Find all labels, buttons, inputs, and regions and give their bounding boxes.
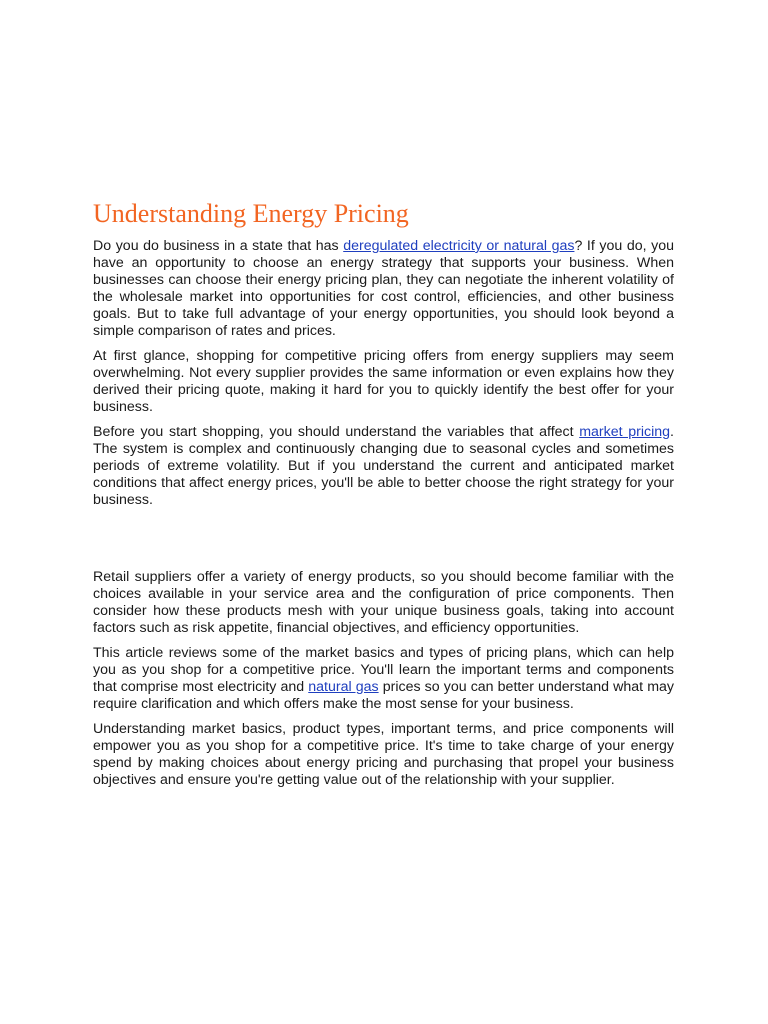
paragraph-first-glance: At first glance, shopping for competitive pricing offers from energy suppliers may seem overwhelming. Not every supplier provides the same information or even explains how they derived their pricing quote, making it hard for you to quickly identify the best offer for your business. — [93, 348, 674, 415]
article-title: Understanding Energy Pricing — [93, 199, 409, 228]
section-spacer — [93, 517, 674, 569]
paragraph-text: ? If you do, you have an opportunity to choose an energy strategy that supports your business. When businesses can choose their energy pricing plan, they can negotiate the inherent volatility of the wholesale market into opportunities for cost control, efficiencies, and other business goals. But to take full advantage of your energy opportunities, you should look beyond a simple comparison of rates and prices. — [93, 238, 674, 339]
paragraph-before-shopping — [93, 424, 674, 509]
paragraph-text: prices so you can better understand what may require clarification and which offers make the most sense for your business. — [93, 679, 675, 712]
paragraph-text: Before you start shopping, you should understand the variables that affect — [93, 424, 580, 440]
paragraph-intro — [93, 238, 674, 340]
paragraph-retail-suppliers: Retail suppliers offer a variety of energy products, so you should become familiar with the choices available in your service area and the configuration of price components. Then consider how these products mesh with your unique business goals, taking into account factors such as risk appetite, financial objectives, and efficiency opportunities. — [93, 569, 674, 636]
paragraph-article-overview — [93, 645, 674, 713]
deregulated-energy-link[interactable]: deregulated electricity or natural gas — [343, 238, 575, 254]
paragraph-conclusion: Understanding market basics, product types, important terms, and price components will empower you as you shop for a competitive price. It's time to take charge of your energy spend by making choices about energy pricing and purchasing that propel your business objectives and ensure you're getting value out of the relationship with your supplier. — [93, 721, 674, 788]
paragraph-text: . The system is complex and continuously changing due to seasonal cycles and sometimes periods of extreme volatility. But if you understand the current and anticipated market conditions that affect energy prices, you'll be able to better choose the right strategy for your business. — [93, 424, 674, 508]
paragraph-text: This article reviews some of the market basics and types of pricing plans, which can help you as you shop for a competitive price. You'll learn the important terms and components that comprise most electricity and — [93, 645, 674, 695]
market-pricing-link[interactable]: market pricing — [579, 424, 671, 440]
article — [93, 198, 674, 797]
paragraph-text: Do you do business in a state that has — [93, 238, 344, 254]
natural-gas-link[interactable]: natural gas — [308, 679, 379, 695]
